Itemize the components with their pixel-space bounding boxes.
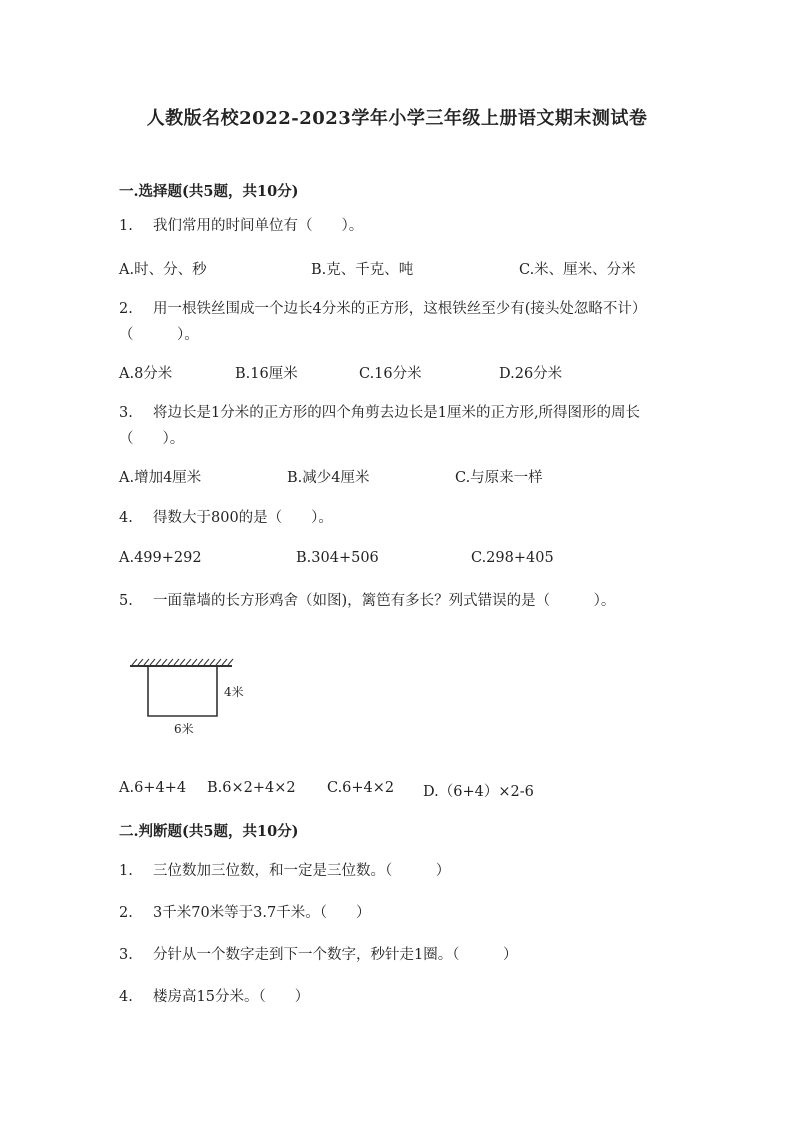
wall-hatching	[132, 659, 233, 665]
option-c: C.16分米	[359, 366, 422, 382]
section-heading-judge: 二.判断题(共5题，共10分)	[119, 823, 299, 840]
option-b: B.16厘米	[235, 366, 298, 382]
question-number: 2.	[119, 905, 133, 921]
height-label: 4米	[224, 685, 244, 699]
question-text: 一面靠墙的长方形鸡舍（如图)，篱笆有多长？列式错误的是（ ）。	[153, 593, 616, 609]
question-text: 我们常用的时间单位有（ ）。	[153, 218, 364, 234]
option-a: A.时、分、秒	[119, 262, 207, 278]
option-a: A.8分米	[119, 366, 173, 382]
question-text: 将边长是1分米的正方形的四个角剪去边长是1厘米的正方形,所得图形的周长（ ）。	[119, 405, 641, 447]
option-b: B.克、千克、吨	[311, 262, 414, 278]
option-c: C.6+4×2	[327, 780, 395, 796]
option-a: A.6+4+4	[119, 780, 187, 796]
option-c: C.与原来一样	[455, 470, 543, 486]
question-number: 5.	[119, 593, 133, 609]
question-text: 用一根铁丝围成一个边长4分米的正方形，这根铁丝至少有(接头处忽略不计）（ ）。	[119, 301, 647, 343]
option-c: C.米、厘米、分米	[519, 262, 636, 278]
question-4	[119, 505, 679, 531]
question-number: 4.	[119, 989, 133, 1005]
question-number: 1.	[119, 218, 133, 234]
option-b: B.减少4厘米	[287, 470, 370, 486]
option-d: D.（6+4）×2-6	[423, 784, 534, 800]
question-number: 3.	[119, 947, 133, 963]
option-a: A.增加4厘米	[119, 470, 202, 486]
question-text: 三位数加三位数，和一定是三位数。（ ）	[153, 863, 451, 879]
question-text: 3千米70米等于3.7千米。（ ）	[153, 905, 371, 921]
judge-question-4	[119, 984, 679, 1010]
option-a: A.499+292	[119, 550, 202, 566]
question-text: 楼房高15分米。（ ）	[153, 989, 310, 1005]
question-number: 4.	[119, 510, 133, 526]
exam-title: 人教版名校2022-2023学年小学三年级上册语文期末测试卷	[146, 108, 648, 129]
option-b: B.304+506	[296, 550, 379, 566]
coop-diagram	[128, 656, 254, 740]
judge-question-1	[119, 858, 679, 884]
question-3	[119, 400, 679, 452]
question-number: 2.	[119, 301, 133, 317]
width-label: 6米	[174, 722, 194, 736]
coop-figure	[128, 656, 254, 740]
question-1	[119, 213, 679, 239]
judge-question-2	[119, 900, 679, 926]
question-2	[119, 296, 679, 348]
judge-question-3	[119, 942, 679, 968]
option-b: B.6×2+4×2	[207, 780, 296, 796]
question-text: 得数大于800的是（ ）。	[153, 510, 333, 526]
question-number: 1.	[119, 863, 133, 879]
question-5	[119, 588, 699, 614]
option-d: D.26分米	[499, 366, 563, 382]
question-number: 3.	[119, 405, 133, 421]
question-text: 分针从一个数字走到下一个数字，秒针走1圈。（ ）	[153, 947, 518, 963]
fence-outline	[148, 666, 217, 716]
section-heading-choice: 一.选择题(共5题，共10分)	[119, 183, 299, 200]
option-c: C.298+405	[471, 550, 554, 566]
